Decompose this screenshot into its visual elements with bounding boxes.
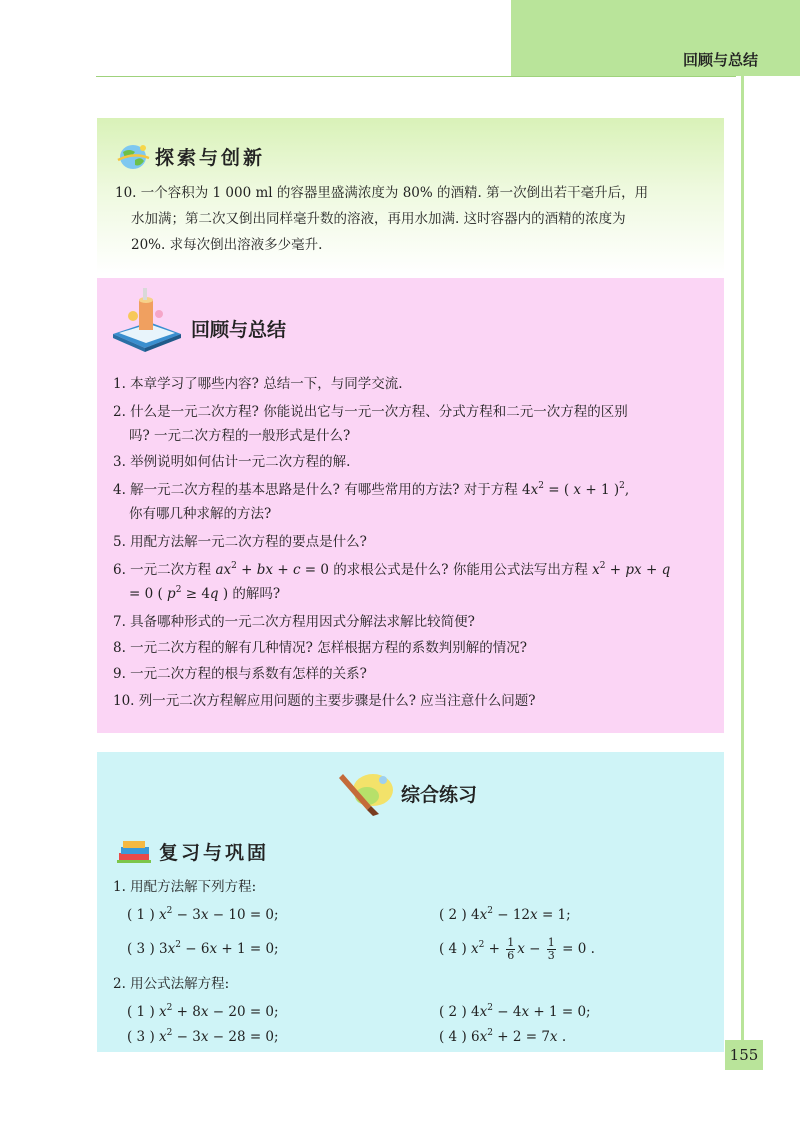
practice-eq2-2: ( 2 ) $4x^2 - 4x + 1 = 0$; <box>439 1003 591 1020</box>
review-q7-text: 7. 具备哪种形式的一元二次方程用因式分解法求解比较简便? <box>113 614 475 630</box>
books-icon <box>115 839 155 865</box>
practice-eq2-3: ( 3 ) $x^2 - 3x - 28 = 0$; <box>127 1028 279 1045</box>
practice-section <box>97 752 724 1052</box>
review-section <box>97 278 724 733</box>
review-q5-text: 5. 用配方法解一元二次方程的要点是什么? <box>113 534 367 550</box>
practice-eq2-1: ( 1 ) $x^2 + 8x - 20 = 0$; <box>127 1003 279 1020</box>
practice-p1-text: 1. 用配方法解下列方程: <box>113 879 257 895</box>
practice-eq1-3: ( 3 ) $3x^2 - 6x + 1 = 0$; <box>127 940 279 957</box>
header-section-label: 回顾与总结 <box>682 51 758 69</box>
practice-eq2-4: ( 4 ) $6x^2 + 2 = 7x$ . <box>439 1028 567 1045</box>
review-q4-line-2: 你有哪几种求解的方法? <box>129 506 272 522</box>
page-number: 155 <box>725 1040 763 1070</box>
review-q5 <box>113 532 367 552</box>
explore-section <box>97 118 724 274</box>
review-q1-text: 1. 本章学习了哪些内容? 总结一下，与同学交流. <box>113 376 403 392</box>
explore-title: 探索与创新 <box>155 146 266 169</box>
explore-line-2: 水加满；第二次又倒出同样毫升数的溶液，再用水加满. 这时容器内的酒精的浓度为 <box>131 211 626 227</box>
review-q8-text: 8. 一元二次方程的解有几种情况? 怎样根据方程的系数判别解的情况? <box>113 640 527 656</box>
globe-icon <box>115 140 151 172</box>
review-q9-text: 9. 一元二次方程的根与系数有怎样的关系? <box>113 666 367 682</box>
book-stack-icon <box>109 286 185 356</box>
review-q8 <box>113 638 527 658</box>
review-q4-line-1: 4. 解一元二次方程的基本思路是什么? 有哪些常用的方法? 对于方程 4 <box>113 482 531 498</box>
review-q1 <box>113 374 403 394</box>
header-tab <box>511 0 800 76</box>
review-q7 <box>113 612 475 632</box>
explore-question <box>115 180 648 258</box>
practice-eq1-1: ( 1 ) $x^2 - 3x - 10 = 0$; <box>127 906 279 923</box>
practice-eq1-4: ( 4 ) $x^2$ + $\frac{1}{6}$ x − $\frac{1}{3}$ = 0 . <box>439 936 595 962</box>
practice-p2 <box>113 974 229 994</box>
margin-rule <box>741 76 744 1040</box>
review-q3 <box>113 452 350 472</box>
review-q10-text: 10. 列一元二次方程解应用问题的主要步骤是什么? 应当注意什么问题? <box>113 693 536 709</box>
explore-line-1: 10. 一个容积为 1 000 ml 的容器里盛满浓度为 80% 的酒精. 第一次倒出若干毫升后，用 <box>115 185 649 201</box>
practice-subtitle: 复习与巩固 <box>159 842 270 864</box>
review-q9 <box>113 664 367 684</box>
explore-line-3: 20%. 求每次倒出溶液多少毫升. <box>131 237 323 253</box>
review-q6-end: ) 的解吗? <box>222 586 281 602</box>
review-title: 回顾与总结 <box>191 318 287 341</box>
brush-icon <box>337 768 395 818</box>
review-q4: 4. 解一元二次方程的基本思路是什么? 有哪些常用的方法? 对于方程 $4x^2$ = ( x + 1 )$^2$, 你有哪几种求解的方法? <box>113 478 629 526</box>
review-q6: 6. 一元二次方程 $ax^2$ + bx + c = 0 的求根公式是什么? 你能用公式法写出方程 $x^2$ + px + q = 0 ( $p^2 \ge 4q$ ) 的解吗? <box>113 561 671 602</box>
practice-title: 综合练习 <box>401 783 478 806</box>
practice-heading <box>337 768 477 818</box>
practice-p1 <box>113 877 256 897</box>
review-q2-line-2: 吗? 一元二次方程的一般形式是什么? <box>129 428 351 444</box>
review-q2-line-1: 2. 什么是一元二次方程? 你能说出它与一元一次方程、分式方程和二元一次方程的区别 <box>113 404 628 420</box>
practice-subheading <box>115 838 269 865</box>
review-q10 <box>113 691 536 711</box>
review-q6-mid: 的求根公式是什么? 你能用公式法写出方程 <box>329 562 593 578</box>
review-q2 <box>113 400 628 448</box>
review-q6-lead: 6. 一元二次方程 <box>113 562 216 578</box>
review-q3-text: 3. 举例说明如何估计一元二次方程的解. <box>113 454 351 470</box>
review-heading <box>109 286 286 356</box>
explore-heading <box>115 140 265 172</box>
practice-eq1-2: ( 2 ) $4x^2 - 12x = 1$; <box>439 906 571 923</box>
header-rule <box>96 76 736 77</box>
practice-p2-text: 2. 用公式法解方程: <box>113 976 230 992</box>
